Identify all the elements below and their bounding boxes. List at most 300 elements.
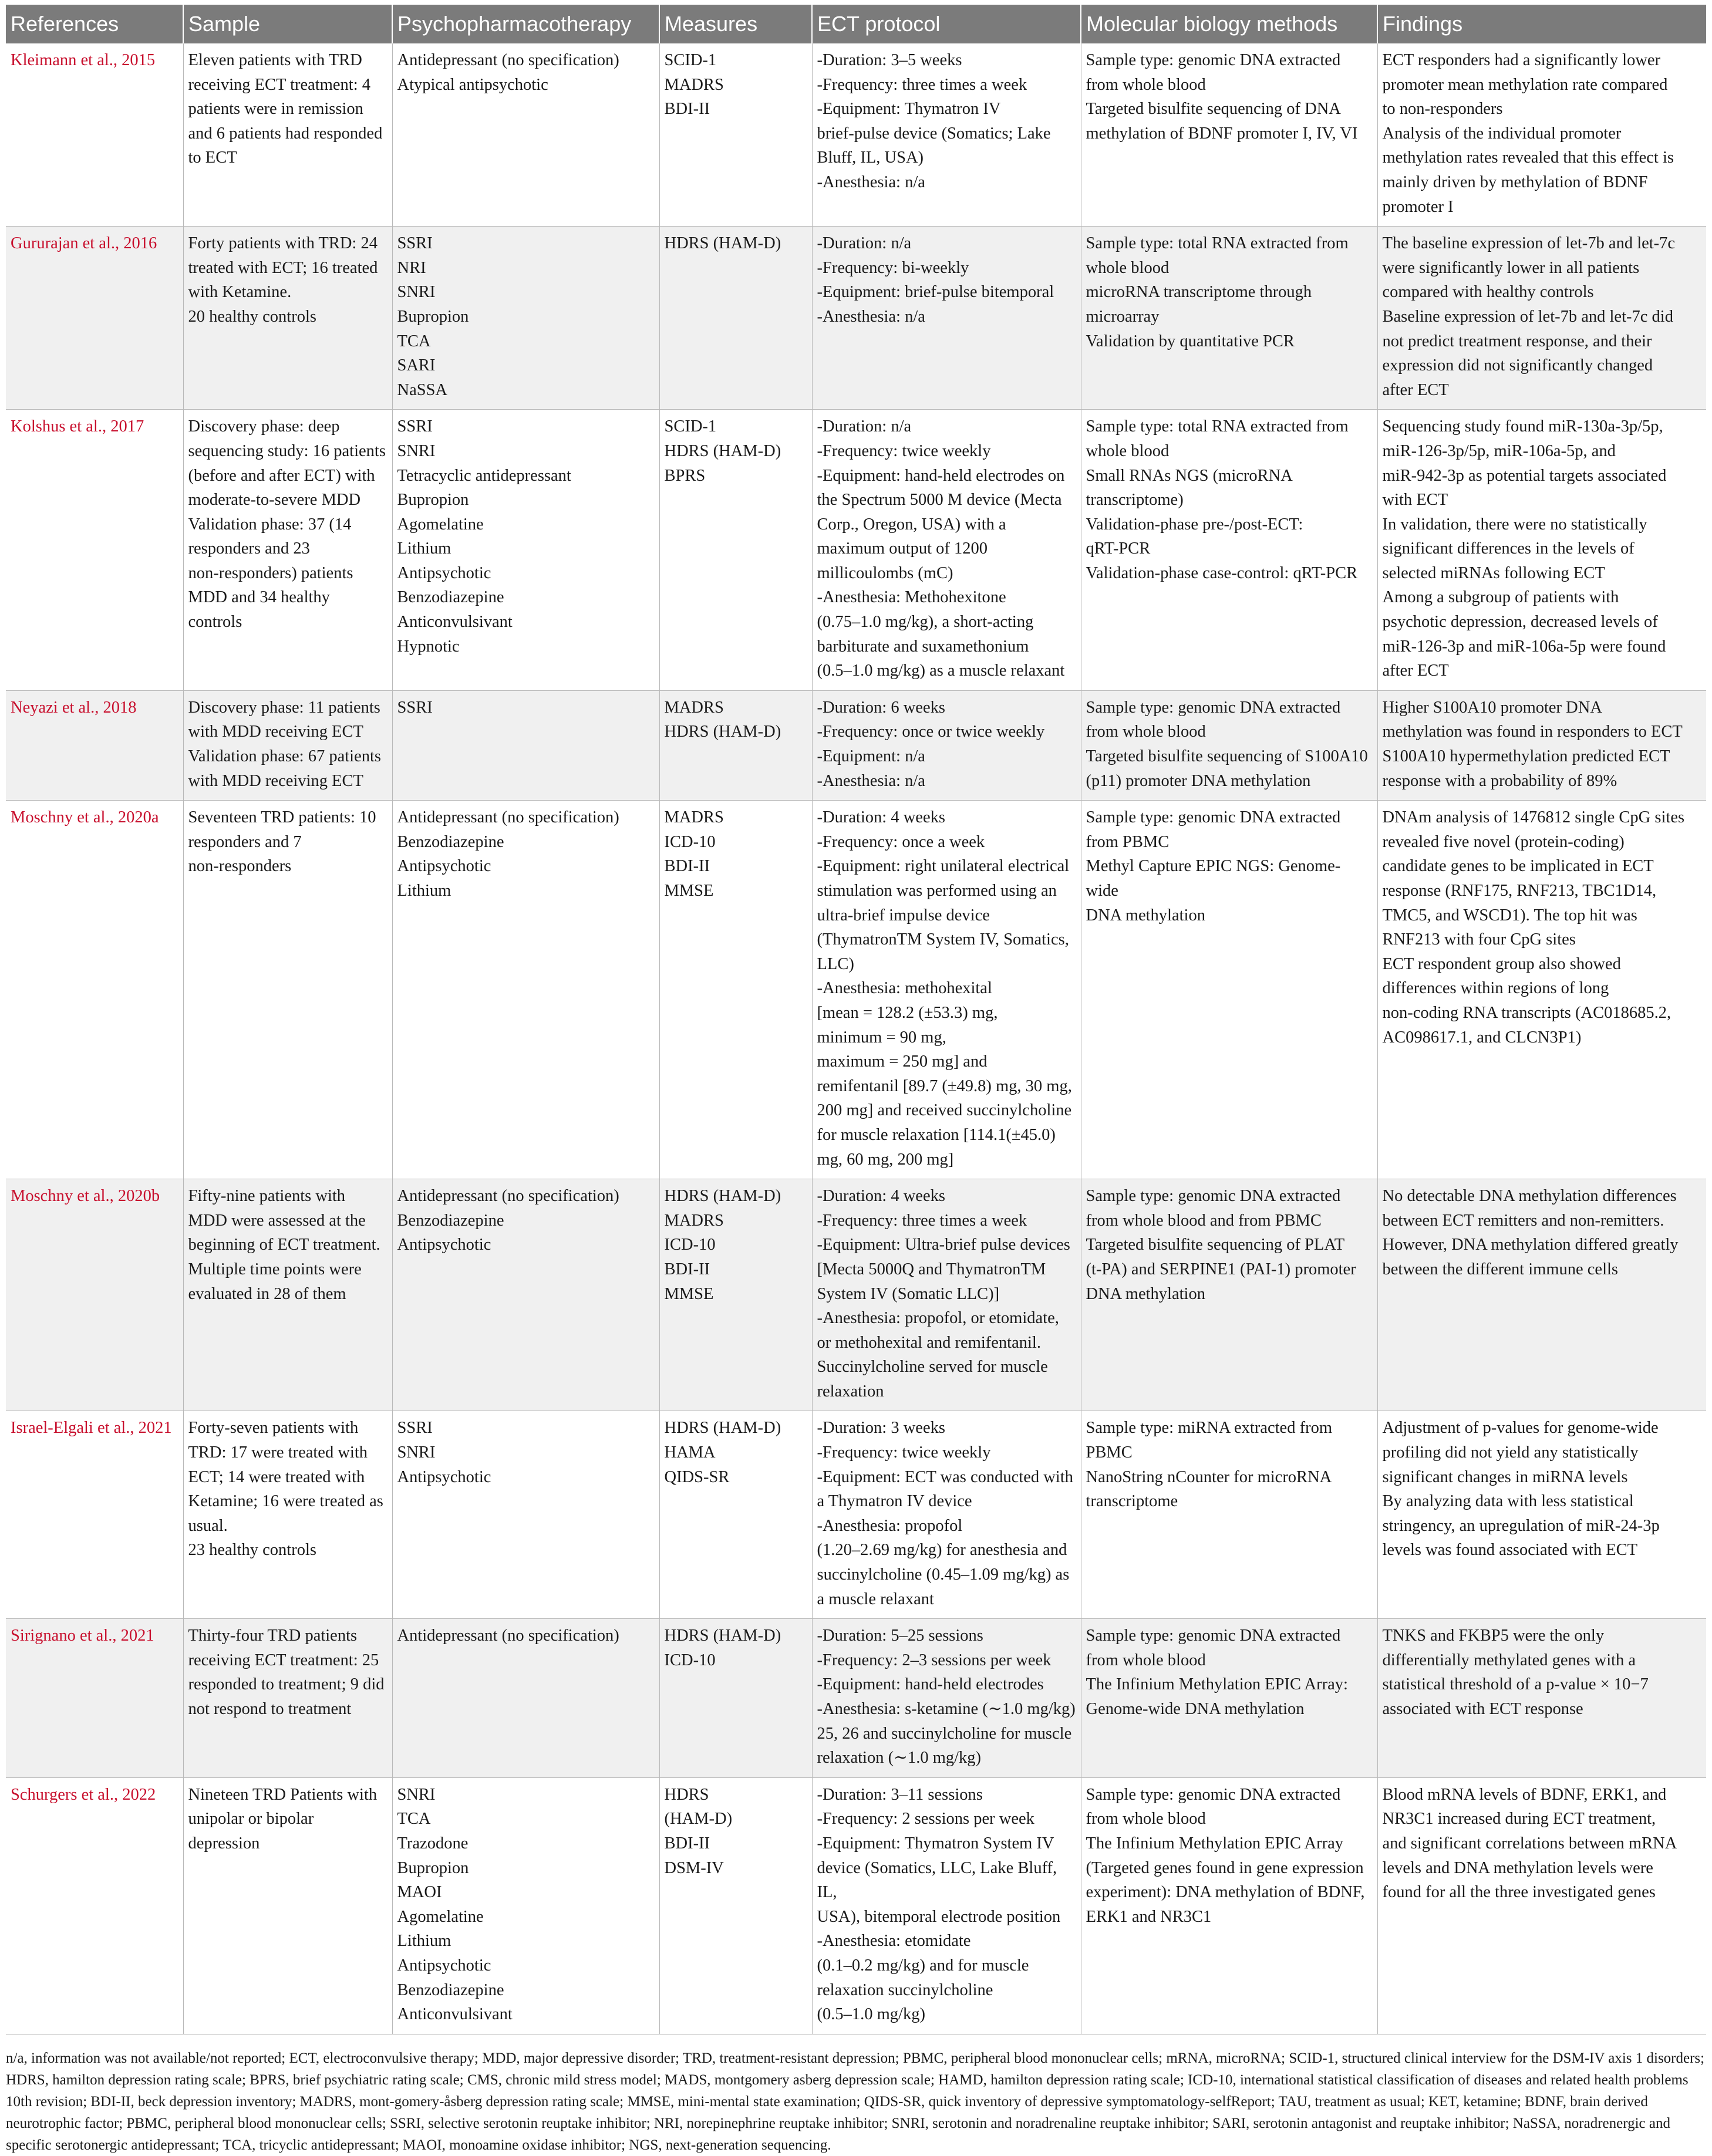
cell-line: mainly driven by methylation of BDNF (1382, 173, 1648, 191)
sample-cell (183, 801, 392, 1179)
cell-line: to non-responders (1382, 100, 1503, 119)
reference-link[interactable]: Schurgers et al., 2022 (11, 1785, 156, 1804)
cell-line: TCA (397, 1810, 431, 1828)
cell-line: Adjustment of p-values for genome-wide (1382, 1419, 1659, 1438)
cell-line: not respond to treatment (188, 1700, 352, 1718)
cell-line: with ECT (1382, 491, 1448, 510)
cell-line: methylation was found in responders to ECT (1382, 723, 1683, 741)
cell-line: Hypnotic (397, 637, 460, 656)
cell-line: Validation phase: 67 patients (188, 747, 381, 766)
methods-cell (1081, 43, 1377, 227)
cell-line: receiving ECT treatment: 4 (188, 75, 370, 94)
cell-line: SARI (397, 356, 436, 375)
sample-cell (183, 43, 392, 227)
cell-line: Tetracyclic antidepressant (397, 466, 571, 485)
findings-cell (1377, 1411, 1706, 1619)
cell-line: levels and DNA methylation levels were (1382, 1858, 1653, 1877)
cell-line: Bupropion (397, 491, 469, 510)
cell-line: Among a subgroup of patients with (1382, 588, 1619, 607)
cell-line: Thirty-four TRD patients (188, 1627, 358, 1645)
cell-line: with Ketamine. (188, 283, 292, 302)
cell-line: succinylcholine (0.45–1.09 mg/kg) as (817, 1565, 1070, 1584)
cell-line: with MDD receiving ECT (188, 723, 363, 741)
cell-line: after ECT (1382, 380, 1449, 399)
cell-line: DNAm analysis of 1476812 single CpG sites (1382, 808, 1685, 827)
table-row (6, 43, 1706, 227)
cell-line: usual. (188, 1516, 228, 1535)
cell-line: evaluated in 28 of them (188, 1284, 346, 1303)
cell-line: 200 mg] and received succinylcholine (817, 1101, 1072, 1120)
cell-line: [Mecta 5000Q and ThymatronTM (817, 1260, 1046, 1278)
ect-protocol-cell (812, 227, 1081, 410)
cell-line: unipolar or bipolar (188, 1810, 314, 1828)
cell-line: experiment): DNA methylation of BDNF, (1086, 1883, 1365, 1902)
reference-link[interactable]: Sirignano et al., 2021 (11, 1627, 154, 1645)
psychopharmacotherapy-cell (392, 1777, 659, 2034)
cell-line: HDRS (HAM-D) (664, 723, 781, 741)
ect-protocol-cell (812, 1777, 1081, 2034)
methods-cell (1081, 1179, 1377, 1411)
cell-line: receiving ECT treatment: 25 (188, 1651, 379, 1669)
cell-line: sequencing study: 16 patients (188, 441, 386, 460)
cell-line: promoter mean methylation rate compared (1382, 75, 1668, 94)
cell-line: not predict treatment response, and their (1382, 332, 1652, 350)
cell-line: ICD-10 (664, 1236, 716, 1254)
cell-line: after ECT (1382, 662, 1449, 680)
cell-line: Sample type: genomic DNA extracted (1086, 698, 1341, 717)
cell-line: Sample type: genomic DNA extracted (1086, 51, 1341, 69)
psychopharmacotherapy-cell (392, 1179, 659, 1411)
cell-line: Sample type: total RNA extracted from (1086, 234, 1349, 253)
reference-link[interactable]: Kolshus et al., 2017 (11, 417, 144, 436)
table-row (6, 410, 1706, 691)
cell-line: Corp., Oregon, USA) with a (817, 515, 1006, 534)
measures-cell (659, 227, 812, 410)
cell-line: expression did not significantly changed (1382, 356, 1653, 375)
cell-line: Antipsychotic (397, 1956, 491, 1975)
psychopharmacotherapy-cell (392, 801, 659, 1179)
ect-protocol-cell (812, 1179, 1081, 1411)
ect-protocol-cell (812, 690, 1081, 800)
cell-line: relaxation (817, 1382, 884, 1401)
cell-line: (0.1–0.2 mg/kg) and for muscle (817, 1956, 1029, 1975)
cell-line: Validation-phase case-control: qRT-PCR (1086, 564, 1358, 582)
cell-line: Validation by quantitative PCR (1086, 332, 1295, 350)
cell-line: MADRS (664, 1211, 724, 1230)
psychopharmacotherapy-cell (392, 227, 659, 410)
cell-line: -Frequency: once or twice weekly (817, 723, 1045, 741)
cell-line: Antipsychotic (397, 1467, 491, 1486)
cell-line: response with a probability of 89% (1382, 771, 1617, 790)
cell-line: methylation rates revealed that this effect is (1382, 149, 1674, 167)
reference-link[interactable]: Israel-Elgali et al., 2021 (11, 1419, 172, 1438)
studies-table (6, 5, 1706, 2034)
cell-line: (0.5–1.0 mg/kg) as a muscle relaxant (817, 662, 1065, 680)
cell-line: -Equipment: brief-pulse bitemporal (817, 283, 1054, 302)
cell-line: moderate-to-severe MDD (188, 491, 361, 510)
reference-cell[interactable] (6, 1411, 183, 1619)
measures-cell (659, 1777, 812, 2034)
cell-line: (ThymatronTM System IV, Somatics, (817, 930, 1069, 949)
cell-line: Sample type: genomic DNA extracted (1086, 808, 1341, 827)
table-row (6, 1179, 1706, 1411)
measures-cell (659, 43, 812, 227)
cell-line: methylation of BDNF promoter I, IV, VI (1086, 124, 1358, 143)
cell-line: MMSE (664, 882, 714, 900)
cell-line: (p11) promoter DNA methylation (1086, 771, 1311, 790)
cell-line: (Targeted genes found in gene expression (1086, 1858, 1364, 1877)
cell-line: Anticonvulsivant (397, 2005, 513, 2024)
reference-link[interactable]: Gururajan et al., 2016 (11, 234, 157, 253)
cell-line: ECT; 14 were treated with (188, 1467, 365, 1486)
table-header (6, 5, 1706, 43)
column-header-references: References (6, 5, 183, 43)
cell-line: Genome-wide DNA methylation (1086, 1700, 1305, 1718)
cell-line: barbiturate and suxamethonium (817, 637, 1029, 656)
cell-line: a muscle relaxant (817, 1590, 934, 1608)
cell-line: ERK1 and NR3C1 (1086, 1907, 1212, 1926)
cell-line: Small RNAs NGS (microRNA (1086, 466, 1293, 485)
header-row (6, 5, 1706, 43)
reference-link[interactable]: Moschny et al., 2020b (11, 1187, 160, 1206)
cell-line: selected miRNAs following ECT (1382, 564, 1605, 582)
cell-line: MADRS (664, 75, 724, 94)
cell-line: BDI-II (664, 1260, 710, 1278)
sample-cell (183, 410, 392, 691)
reference-cell[interactable] (6, 410, 183, 691)
methods-cell (1081, 1619, 1377, 1778)
cell-line: TRD: 17 were treated with (188, 1443, 368, 1462)
cell-line: Bupropion (397, 1858, 469, 1877)
measures-cell (659, 410, 812, 691)
cell-line: -Anesthesia: s-ketamine (∼1.0 mg/kg) (817, 1700, 1076, 1718)
cell-line: -Duration: 4 weeks (817, 1187, 945, 1206)
cell-line: -Duration: 3–5 weeks (817, 51, 962, 69)
psychopharmacotherapy-cell (392, 43, 659, 227)
cell-line: HAMA (664, 1443, 716, 1462)
methods-cell (1081, 1411, 1377, 1619)
cell-line: Validation-phase pre-/post-ECT: (1086, 515, 1303, 534)
cell-line: non-coding RNA transcripts (AC018685.2, (1382, 1003, 1671, 1022)
cell-line: Targeted bisulfite sequencing of S100A10 (1086, 747, 1368, 766)
cell-line: response (RNF175, RNF213, TBC1D14, (1382, 882, 1657, 900)
cell-line: and 6 patients had responded (188, 124, 383, 143)
cell-line: revealed five novel (protein-coding) (1382, 832, 1625, 851)
cell-line: MADRS (664, 808, 724, 827)
cell-line: Antidepressant (no specification) (397, 1627, 619, 1645)
cell-line: (before and after ECT) with (188, 466, 375, 485)
cell-line: whole blood (1086, 258, 1170, 277)
cell-line: Benzodiazepine (397, 832, 504, 851)
cell-line: Sample type: genomic DNA extracted (1086, 1785, 1341, 1804)
cell-line: qRT-PCR (1086, 539, 1151, 558)
cell-line: -Anesthesia: propofol, or etomidate, (817, 1309, 1059, 1328)
column-header-findings: Findings (1377, 5, 1706, 43)
cell-line: between the different immune cells (1382, 1260, 1618, 1278)
cell-line: -Frequency: 2–3 sessions per week (817, 1651, 1052, 1669)
reference-cell[interactable] (6, 1179, 183, 1411)
psychopharmacotherapy-cell (392, 410, 659, 691)
methods-cell (1081, 410, 1377, 691)
cell-line: SCID-1 (664, 51, 717, 69)
cell-line: transcriptome) (1086, 491, 1184, 510)
cell-line: SSRI (397, 698, 433, 717)
cell-line: Sample type: genomic DNA extracted (1086, 1187, 1341, 1206)
reference-cell[interactable] (6, 1619, 183, 1778)
cell-line: levels was found associated with ECT (1382, 1541, 1638, 1560)
reference-cell[interactable] (6, 43, 183, 227)
ect-protocol-cell (812, 43, 1081, 227)
cell-line: significant changes in miRNA levels (1382, 1467, 1628, 1486)
cell-line: Ketamine; 16 were treated as (188, 1492, 383, 1511)
table-container (6, 5, 1706, 2156)
ect-protocol-cell (812, 410, 1081, 691)
cell-line: Benzodiazepine (397, 1211, 504, 1230)
cell-line: psychotic depression, decreased levels of (1382, 613, 1658, 632)
cell-line: Antidepressant (no specification) (397, 808, 619, 827)
reference-cell[interactable] (6, 227, 183, 410)
cell-line: -Equipment: Ultra-brief pulse devices (817, 1236, 1070, 1254)
cell-line: relaxation succinylcholine (817, 1980, 993, 1999)
cell-line: [mean = 128.2 (±53.3) mg, (817, 1003, 998, 1022)
cell-line: beginning of ECT treatment. (188, 1236, 380, 1254)
cell-line: Targeted bisulfite sequencing of DNA (1086, 100, 1341, 119)
table-row (6, 690, 1706, 800)
cell-line: Trazodone (397, 1834, 469, 1853)
cell-line: S100A10 hypermethylation predicted ECT (1382, 747, 1670, 766)
psychopharmacotherapy-cell (392, 690, 659, 800)
cell-line: from whole blood (1086, 723, 1206, 741)
cell-line: maximum output of 1200 (817, 539, 988, 558)
cell-line: and significant correlations between mRNA (1382, 1834, 1677, 1853)
cell-line: significant differences in the levels of (1382, 539, 1635, 558)
cell-line: SSRI (397, 417, 433, 436)
ect-protocol-cell (812, 801, 1081, 1179)
reference-cell[interactable] (6, 1777, 183, 2034)
cell-line: associated with ECT response (1382, 1700, 1583, 1718)
cell-line: TNKS and FKBP5 were the only (1382, 1627, 1605, 1645)
cell-line: TCA (397, 332, 431, 350)
cell-line: -Frequency: once a week (817, 832, 985, 851)
cell-line: Validation phase: 37 (14 (188, 515, 352, 534)
cell-line: MAOI (397, 1883, 442, 1902)
sample-cell (183, 1777, 392, 2034)
cell-line: -Frequency: 2 sessions per week (817, 1810, 1034, 1828)
cell-line: brief-pulse device (Somatics; Lake (817, 124, 1051, 143)
reference-link[interactable]: Moschny et al., 2020a (11, 808, 159, 827)
cell-line: minimum = 90 mg, (817, 1028, 946, 1047)
cell-line: HDRS (HAM-D) (664, 1627, 781, 1645)
cell-line: microRNA transcriptome through (1086, 283, 1312, 302)
findings-cell (1377, 690, 1706, 800)
cell-line: HDRS (HAM-D) (664, 1187, 781, 1206)
cell-line: ECT respondent group also showed (1382, 954, 1621, 973)
cell-line: statistical threshold of a p-value × 10−7 (1382, 1675, 1649, 1694)
cell-line: SSRI (397, 234, 433, 253)
measures-cell (659, 1619, 812, 1778)
findings-cell (1377, 227, 1706, 410)
cell-line: responders and 23 (188, 539, 310, 558)
cell-line: MADRS (664, 698, 724, 717)
cell-line: whole blood (1086, 441, 1170, 460)
cell-line: Sample type: miRNA extracted from (1086, 1419, 1332, 1438)
cell-line: found for all the three investigated genes (1382, 1883, 1656, 1902)
cell-line: -Anesthesia: propofol (817, 1516, 963, 1535)
cell-line: SNRI (397, 283, 436, 302)
measures-cell (659, 1179, 812, 1411)
cell-line: microarray (1086, 307, 1160, 326)
cell-line: Succinylcholine served for muscle (817, 1358, 1048, 1376)
cell-line: DSM-IV (664, 1858, 724, 1877)
cell-line: compared with healthy controls (1382, 283, 1594, 302)
cell-line: NaSSA (397, 380, 448, 399)
reference-cell[interactable] (6, 801, 183, 1179)
cell-line: depression (188, 1834, 260, 1853)
cell-line: -Anesthesia: n/a (817, 173, 925, 191)
cell-line: HDRS (HAM-D) (664, 1419, 781, 1438)
table-row (6, 1411, 1706, 1619)
cell-line: MMSE (664, 1284, 714, 1303)
cell-line: differentially methylated genes with a (1382, 1651, 1636, 1669)
cell-line: -Anesthesia: n/a (817, 771, 925, 790)
cell-line: Discovery phase: 11 patients (188, 698, 380, 717)
cell-line: profiling did not yield any statistically (1382, 1443, 1639, 1462)
cell-line: 20 healthy controls (188, 307, 316, 326)
measures-cell (659, 1411, 812, 1619)
cell-line: differences within regions of long (1382, 979, 1609, 998)
cell-line: remifentanil [89.7 (±49.8) mg, 30 mg, (817, 1077, 1072, 1095)
cell-line: Antipsychotic (397, 857, 491, 876)
sample-cell (183, 690, 392, 800)
cell-line: No detectable DNA methylation differences (1382, 1187, 1677, 1206)
cell-line: -Duration: 6 weeks (817, 698, 945, 717)
cell-line: Methyl Capture EPIC NGS: Genome-wide (1086, 857, 1341, 900)
cell-line: Bluff, IL, USA) (817, 149, 924, 167)
cell-line: (t-PA) and SERPINE1 (PAI-1) promoter (1086, 1260, 1356, 1278)
cell-line: -Anesthesia: methohexital (817, 979, 992, 998)
cell-line: PBMC (1086, 1443, 1133, 1462)
cell-line: AC098617.1, and CLCN3P1) (1382, 1028, 1582, 1047)
cell-line: Discovery phase: deep (188, 417, 340, 436)
methods-cell (1081, 1777, 1377, 2034)
cell-line: -Equipment: hand-held electrodes (817, 1675, 1044, 1694)
cell-line: millicoulombs (mC) (817, 564, 953, 582)
cell-line: SSRI (397, 1419, 433, 1438)
cell-line: Bupropion (397, 307, 469, 326)
cell-line: from whole blood and from PBMC (1086, 1211, 1322, 1230)
cell-line: Sample type: total RNA extracted from (1086, 417, 1349, 436)
cell-line: SNRI (397, 441, 436, 460)
methods-cell (1081, 227, 1377, 410)
cell-line: LLC) (817, 954, 854, 973)
reference-link[interactable]: Neyazi et al., 2018 (11, 698, 137, 717)
cell-line: ECT responders had a significantly lower (1382, 51, 1661, 69)
cell-line: SNRI (397, 1443, 436, 1462)
cell-line: Multiple time points were (188, 1260, 362, 1278)
cell-line: Nineteen TRD Patients with (188, 1785, 378, 1804)
cell-line: -Duration: 5–25 sessions (817, 1627, 983, 1645)
cell-line: -Equipment: ECT was conducted with (817, 1467, 1073, 1486)
cell-line: Antidepressant (no specification) (397, 51, 619, 69)
findings-cell (1377, 1179, 1706, 1411)
cell-line: MDD and 34 healthy controls (188, 588, 330, 632)
cell-line: to ECT (188, 149, 237, 167)
cell-line: HDRS (664, 1785, 709, 1804)
cell-line: from whole blood (1086, 75, 1206, 94)
cell-line: Targeted bisulfite sequencing of PLAT (1086, 1236, 1345, 1254)
table-row (6, 801, 1706, 1179)
cell-line: -Equipment: n/a (817, 747, 925, 766)
psychopharmacotherapy-cell (392, 1619, 659, 1778)
cell-line: Sample type: genomic DNA extracted (1086, 1627, 1341, 1645)
cell-line: However, DNA methylation differed greatly (1382, 1236, 1679, 1254)
cell-line: ultra-brief impulse device (817, 906, 990, 925)
cell-line: -Frequency: twice weekly (817, 441, 991, 460)
cell-line: treated with ECT; 16 treated (188, 258, 378, 277)
cell-line: -Anesthesia: n/a (817, 307, 925, 326)
cell-line: -Frequency: twice weekly (817, 1443, 991, 1462)
column-header-sample: Sample (183, 5, 392, 43)
sample-cell (183, 1411, 392, 1619)
cell-line: 23 healthy controls (188, 1541, 316, 1560)
cell-line: Atypical antipsychotic (397, 75, 548, 94)
measures-cell (659, 801, 812, 1179)
cell-line: Benzodiazepine (397, 588, 504, 607)
cell-line: MDD were assessed at the (188, 1211, 366, 1230)
reference-link[interactable]: Kleimann et al., 2015 (11, 51, 156, 69)
cell-line: DNA methylation (1086, 906, 1205, 925)
cell-line: By analyzing data with less statistical (1382, 1492, 1634, 1511)
sample-cell (183, 1619, 392, 1778)
cell-line: (1.20–2.69 mg/kg) for anesthesia and (817, 1541, 1067, 1560)
cell-line: from whole blood (1086, 1810, 1206, 1828)
cell-line: between ECT remitters and non-remitters. (1382, 1211, 1664, 1230)
cell-line: Antipsychotic (397, 1236, 491, 1254)
cell-line: -Frequency: bi-weekly (817, 258, 969, 277)
cell-line: (0.75–1.0 mg/kg), a short-acting (817, 613, 1034, 632)
cell-line: Antipsychotic (397, 564, 491, 582)
cell-line: The Infinium Methylation EPIC Array (1086, 1834, 1344, 1853)
column-header-molecular-biology-methods: Molecular biology methods (1081, 5, 1377, 43)
cell-line: responded to treatment; 9 did (188, 1675, 385, 1694)
cell-line: promoter I (1382, 197, 1454, 216)
cell-line: BDI-II (664, 857, 710, 876)
cell-line: Antidepressant (no specification) (397, 1187, 619, 1206)
reference-cell[interactable] (6, 690, 183, 800)
findings-cell (1377, 1619, 1706, 1778)
cell-line: transcriptome (1086, 1492, 1178, 1511)
cell-line: stimulation was performed using an (817, 882, 1057, 900)
cell-line: responders and 7 (188, 832, 302, 851)
cell-line: SNRI (397, 1785, 436, 1804)
cell-line: NR3C1 increased during ECT treatment, (1382, 1810, 1656, 1828)
cell-line: device (Somatics, LLC, Lake Bluff, IL, (817, 1858, 1057, 1902)
cell-line: HDRS (HAM-D) (664, 234, 781, 253)
cell-line: miR-942-3p as potential targets associated (1382, 466, 1667, 485)
cell-line: Lithium (397, 1932, 451, 1951)
cell-line: -Duration: n/a (817, 417, 912, 436)
cell-line: -Frequency: three times a week (817, 75, 1027, 94)
cell-line: RNF213 with four CpG sites (1382, 930, 1576, 949)
cell-line: (0.5–1.0 mg/kg) (817, 2005, 925, 2024)
cell-line: QIDS-SR (664, 1467, 730, 1486)
cell-line: -Anesthesia: Methohexitone (817, 588, 1006, 607)
sample-cell (183, 1179, 392, 1411)
cell-line: -Duration: n/a (817, 234, 912, 253)
cell-line: NanoString nCounter for microRNA (1086, 1467, 1332, 1486)
cell-line: Agomelatine (397, 515, 484, 534)
cell-line: stringency, an upregulation of miR-24-3p (1382, 1516, 1660, 1535)
